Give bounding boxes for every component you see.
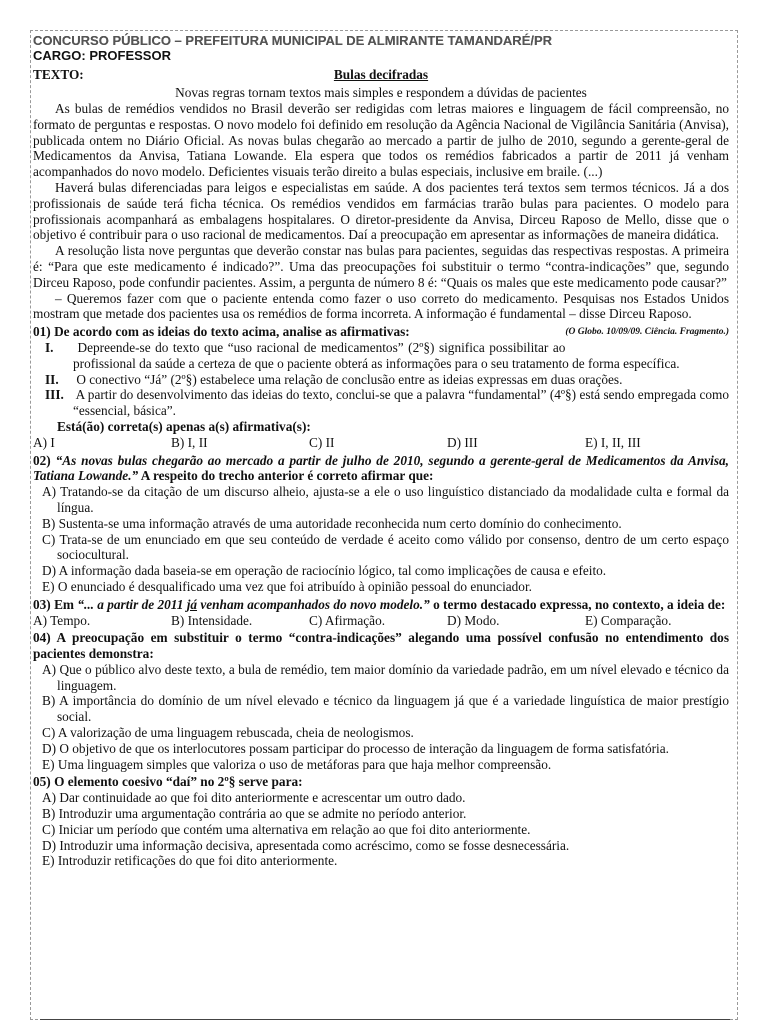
q3-option-e[interactable]: E) Comparação. (585, 612, 672, 628)
q1-stem: De acordo com as ideias do texto acima, analise as afirmativas: (54, 324, 410, 340)
q1-option-a[interactable]: A) I (33, 434, 55, 450)
q3-highlighted-term: já (186, 596, 198, 612)
q5-option-e[interactable]: E) Introduzir retificações do que foi dito anteriormente. (42, 853, 338, 869)
q4-option-b[interactable]: B) A importância do domínio de um nível elevado e técnico da linguagem já que é a variedade linguística de maior prestígio social. (42, 693, 729, 725)
q5-option-c[interactable]: C) Iniciar um período que contém uma alternativa em relação ao que foi dito anteriormente. (42, 821, 531, 837)
q1-option-e[interactable]: E) I, II, III (585, 434, 641, 450)
exam-header-title: CONCURSO PÚBLICO – PREFEITURA MUNICIPAL DE ALMIRANTE TAMANDARÉ/PR (33, 33, 553, 48)
q1-item-3-text: A partir do desenvolvimento das ideias do texto, conclui-se que a palavra “fundamental” (4º§) está sendo empregada como “essencial, básica”. (73, 387, 730, 419)
text-paragraph-1: As bulas de remédios vendidos no Brasil deverão ser redigidas com letras maiores e linguagem de fácil compreensão, no formato de perguntas e respostas. O novo modelo foi definido em resolução da Agência Nacional de Vigilância Sanitária (Anvisa), publicada ontem no Diário Oficial. As novas bulas chegarão ao mercado a partir de julho de 2010, segundo a gerente-geral de Medicamentos da Anvisa, Tatiana Lowande. Ela espera que todos os remédios fabricados a partir de 2011 já venham acompanhados do novo modelo. Deficientes visuais terão direito a bulas especiais, inclusive em braile. (...) (33, 101, 729, 180)
text-source: (O Globo. 10/09/09. Ciência. Fragmento.) (565, 327, 729, 338)
q2-option-d[interactable]: D) A informação dada baseia-se em operação de raciocínio lógico, tal como implicações de causa e efeito. (42, 563, 607, 579)
q1-options (33, 435, 729, 451)
q4-stem: A preocupação em substituir o termo “contra-indicações” alegando uma possível confusão no entendimento dos pacientes demonstra: (33, 630, 729, 662)
q3-option-b[interactable]: B) Intensidade. (171, 612, 253, 628)
q4-option-a[interactable]: A) Que o público alvo deste texto, a bula de remédio, tem maior domínio da variedade padrão, em um nível elevado e técnico da linguagem. (42, 661, 729, 693)
q4-option-e[interactable]: E) Uma linguagem simples que valoriza o uso de metáforas para que haja melhor compreensão. (42, 756, 552, 772)
exam-page (33, 33, 729, 869)
q2-option-e[interactable]: E) O enunciado é desqualificado uma vez que foi atribuído à opinião pessoal do enunciador. (42, 578, 532, 594)
q1-item-2 (33, 372, 729, 388)
q1-item-2-text: O conectivo “Já” (2º§) estabelece uma relação de conclusão entre as ideias expressas em duas orações. (76, 371, 623, 387)
q2-number: 02) (33, 452, 51, 468)
q1-item-2-num: II. (45, 371, 59, 387)
question-01 (33, 324, 729, 450)
q1-option-d[interactable]: D) III (447, 434, 478, 450)
q1-option-b[interactable]: B) I, II (171, 434, 208, 450)
q3-number: 03) (33, 596, 51, 612)
q3-quote-start: “... a partir de 2011 (77, 596, 184, 612)
text-paragraph-2: Haverá bulas diferenciadas para leigos e especialistas em saúde. A dos pacientes terá textos sem termos técnicos. Já a dos profissionais de saúde terá ficha técnica. Os remédios vendidos em farmácias trarão bulas para pacientes. O modelo para profissionais acompanhará as embalagens hospitalares. O diretor-presidente da Anvisa, Dirceu Raposo de Mello, disse que o objetivo é contribuir para o uso racional de medicamentos. Daí a preocupação em apresentar as informações de maneira didática. (33, 179, 729, 243)
q5-option-a[interactable]: A) Dar continuidade ao que foi dito anteriormente e acrescentar um outro dado. (42, 790, 466, 806)
q3-options (33, 613, 729, 629)
q1-number: 01) (33, 324, 51, 340)
q4-option-c[interactable]: C) A valorização de uma linguagem rebuscada, cheia de neologismos. (42, 725, 414, 741)
question-04 (33, 630, 729, 772)
q3-option-c[interactable]: C) Afirmação. (309, 612, 386, 628)
q1-option-c[interactable]: C) II (309, 434, 335, 450)
q2-stem: A respeito do trecho anterior é correto afirmar que: (140, 468, 434, 484)
texto-label: TEXTO: (33, 67, 84, 82)
text-paragraph-4-body: – Queremos fazer com que o paciente entenda como fazer o uso correto do medicamento. Pesquisas nos Estados Unidos mostram que metade dos pacientes usa os remédios de forma incorreta. A informação é fundamental – disse Dirceu Raposo. (33, 290, 729, 322)
q3-stem: o termo destacado expressa, no contexto, a ideia de: (433, 596, 726, 612)
question-05 (33, 774, 729, 869)
text-title: Bulas decifradas (333, 67, 429, 82)
q1-item-1 (33, 340, 729, 372)
exam-header-cargo: CARGO: PROFESSOR (33, 48, 171, 63)
q1-item-1-num: I. (45, 339, 54, 355)
text-header (33, 67, 729, 84)
q1-prompt: Está(ão) correta(s) apenas a(s) afirmativa(s): (57, 418, 311, 434)
q5-option-b[interactable]: B) Introduzir uma argumentação contrária ao que se admite no período anterior. (42, 806, 467, 822)
question-03 (33, 597, 729, 629)
q3-pre: Em (54, 596, 75, 612)
q1-item-3 (33, 387, 729, 419)
q2-option-a[interactable]: A) Tratando-se da citação de um discurso alheio, ajusta-se a ele o uso linguístico distanciado da modalidade culta e formal da língua. (42, 484, 729, 515)
q3-quote-end: venham acompanhados do novo modelo.” (200, 596, 430, 612)
q2-quote: “As novas bulas chegarão ao mercado a partir de julho de 2010, segundo a gerente-geral de Medicamentos da Anvisa, Tatiana Lowande.” (33, 452, 729, 484)
q4-option-d[interactable]: D) O objetivo de que os interlocutores possam participar do processo de interação da linguagem de forma satisfatória. (42, 740, 669, 756)
footer-rule (40, 1019, 730, 1020)
q5-stem: O elemento coesivo “daí” no 2º§ serve para: (54, 774, 303, 790)
text-subtitle: Novas regras tornam textos mais simples e respondem a dúvidas de pacientes (175, 85, 587, 100)
q2-option-c[interactable]: C) Trata-se de um enunciado em que seu conteúdo de verdade é aceito como válido por consenso, dentro de um certo espaço sociocultural. (42, 531, 729, 563)
q3-option-d[interactable]: D) Modo. (447, 612, 500, 628)
q2-option-b[interactable]: B) Sustenta-se uma informação através de uma autoridade reconhecida num certo domínio do conhecimento. (42, 515, 622, 531)
q5-option-d[interactable]: D) Introduzir uma informação decisiva, apresentada como acréscimo, como se fosse desnecessária. (42, 837, 570, 853)
q4-number: 04) (33, 630, 51, 646)
q5-number: 05) (33, 774, 51, 790)
q3-option-a[interactable]: A) Tempo. (33, 612, 91, 628)
question-02 (33, 453, 729, 595)
q1-item-3-num: III. (45, 387, 64, 403)
q1-item-1-text: Depreende-se do texto que “uso racional de medicamentos” (2º§) significa possibilitar ao profissional da saúde a certeza de que o paciente obterá as informações para o seu tratamento de forma específica. (73, 339, 680, 371)
text-paragraph-3: A resolução lista nove perguntas que deverão constar nas bulas para pacientes, seguidas das respectivas respostas. A primeira é: “Para que este medicamento é indicado?”. Uma das preocupações foi substituir o termo “contra-indicações” que, segundo Dirceu Raposo, pode confundir pacientes. Assim, a pergunta de número 8 é: “Quais os males que este medicamento pode causar?” (33, 243, 729, 290)
